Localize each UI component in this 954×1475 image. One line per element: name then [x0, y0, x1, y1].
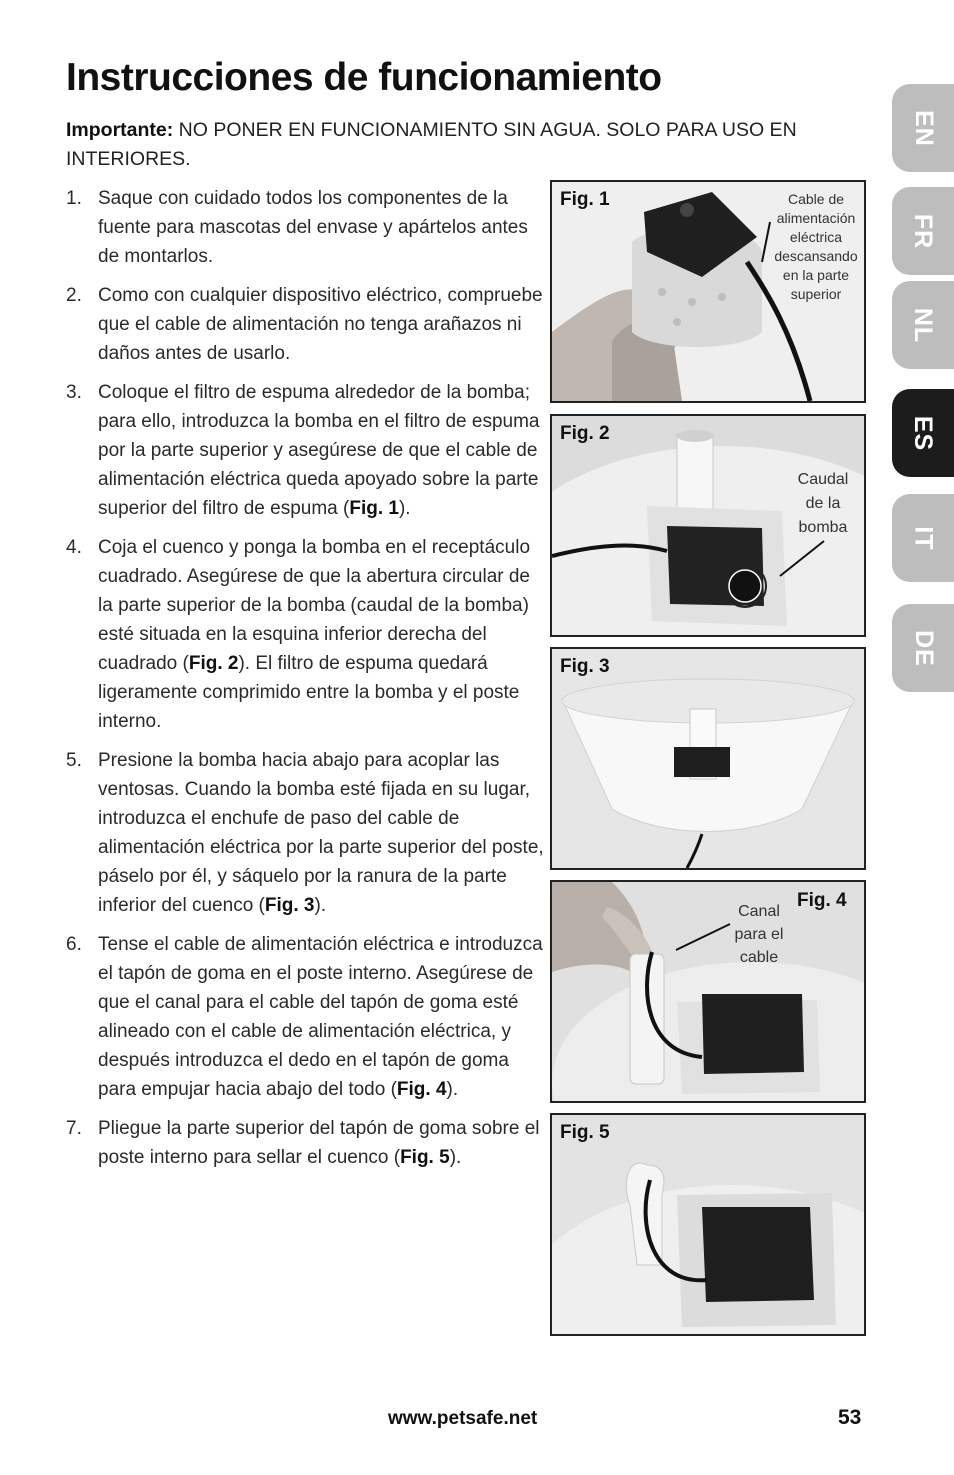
language-tab-en[interactable] — [892, 84, 954, 172]
step-fig-ref: Fig. 2 — [188, 653, 239, 674]
figure-1-label: Fig. 1 — [560, 189, 610, 210]
step-3 — [66, 378, 544, 523]
figure-4-callout: Canal para el cable — [734, 903, 784, 966]
instruction-steps — [66, 184, 544, 1182]
figure-1-callout: Cable de alimentación eléctrica descansando en la parte superior — [774, 191, 858, 302]
step-number: 1. — [66, 188, 82, 209]
footer-url[interactable]: www.petsafe.net — [388, 1408, 538, 1429]
step-text: Saque con cuidado todos los componentes de la fuente para mascotas del envase y apártelos antes de montarlos. — [98, 188, 528, 267]
step-1 — [66, 184, 544, 271]
step-number: 6. — [66, 934, 82, 955]
figure-2-callout: Caudal de la bomba — [797, 471, 849, 536]
language-tab-label: ES — [909, 415, 938, 451]
step-text: Coloque el filtro de espuma alrededor de la bomba; para ello, introduzca la bomba en el filtro de espuma por la parte superior y asegúrese de que el cable de alimentación eléctrica queda apoyado sobre la parte superior del filtro de espuma ( — [98, 382, 540, 519]
step-7 — [66, 1114, 544, 1172]
figure-2 — [550, 414, 866, 637]
step-number: 3. — [66, 382, 82, 403]
figure-5-label: Fig. 5 — [560, 1122, 610, 1143]
step-text-end: ). — [449, 1147, 462, 1168]
figure-3-label: Fig. 3 — [560, 656, 610, 677]
language-tab-de[interactable] — [892, 604, 954, 692]
step-text: Pliegue la parte superior del tapón de goma sobre el poste interno para sellar el cuenco ( — [98, 1118, 540, 1168]
figure-5 — [550, 1113, 866, 1336]
figure-2-label: Fig. 2 — [560, 423, 610, 444]
language-tab-label: IT — [909, 525, 938, 551]
step-text-end: ). — [398, 498, 411, 519]
step-text-end: ). — [446, 1079, 459, 1100]
language-tab-label: FR — [909, 213, 938, 249]
language-tab-fr[interactable] — [892, 187, 954, 275]
step-number: 4. — [66, 537, 82, 558]
step-text: Coja el cuenco y ponga la bomba en el receptáculo cuadrado. Asegúrese de que la abertura circular de la parte superior de la bomba (caudal de la bomba) esté situada en la esquina inferior derecha del cuadrado ( — [98, 537, 531, 674]
step-number: 5. — [66, 750, 82, 771]
step-number: 7. — [66, 1118, 82, 1139]
step-fig-ref: Fig. 1 — [349, 498, 399, 519]
figure-5-photo — [552, 1115, 864, 1334]
step-text-end: ). El filtro de espuma quedará ligeramente comprimido entre la bomba y el poste interno. — [98, 653, 520, 732]
figure-3-photo — [552, 649, 864, 868]
step-text: Tense el cable de alimentación eléctrica e introduzca el tapón de goma en el poste interno. Asegúrese de que el canal para el cable del tapón de goma esté alineado con el cable de alimentación eléctrica, y después introduzca el dedo en el tapón de goma para empujar hacia abajo del todo ( — [98, 934, 543, 1100]
step-number: 2. — [66, 285, 82, 306]
language-tab-es[interactable] — [892, 389, 954, 477]
figure-1 — [550, 180, 866, 403]
language-tab-label: DE — [909, 629, 938, 667]
important-label: Importante: — [66, 119, 174, 141]
step-5 — [66, 746, 544, 920]
figure-4 — [550, 880, 866, 1103]
step-text: Presione la bomba hacia abajo para acoplar las ventosas. Cuando la bomba esté fijada en su lugar, introduzca el enchufe de paso del cable de alimentación eléctrica por la parte superior del poste, páselo por él, y sáquelo por la ranura de la parte inferior del cuenco ( — [98, 750, 544, 916]
page-number: 53 — [838, 1406, 862, 1429]
language-tab-it[interactable] — [892, 494, 954, 582]
important-text: NO PONER EN FUNCIONAMIENTO SIN AGUA. SOLO PARA USO EN INTERIORES. — [66, 119, 797, 170]
step-text: Como con cualquier dispositivo eléctrico, compruebe que el cable de alimentación no tenga arañazos ni daños antes de usarlo. — [98, 285, 543, 364]
page-title: Instrucciones de funcionamiento — [66, 56, 662, 99]
figure-3 — [550, 647, 866, 870]
step-2 — [66, 281, 544, 368]
figure-4-photo — [552, 882, 864, 1101]
language-tab-label: NL — [909, 307, 938, 343]
language-tab-label: EN — [909, 109, 938, 147]
language-tab-nl[interactable] — [892, 281, 954, 369]
step-4 — [66, 533, 544, 736]
step-fig-ref: Fig. 5 — [400, 1147, 450, 1168]
step-text-end: ). — [314, 895, 327, 916]
step-fig-ref: Fig. 4 — [396, 1079, 447, 1100]
step-fig-ref: Fig. 3 — [264, 895, 315, 916]
step-6 — [66, 930, 544, 1104]
figure-4-label: Fig. 4 — [797, 890, 847, 911]
important-notice — [66, 116, 866, 174]
